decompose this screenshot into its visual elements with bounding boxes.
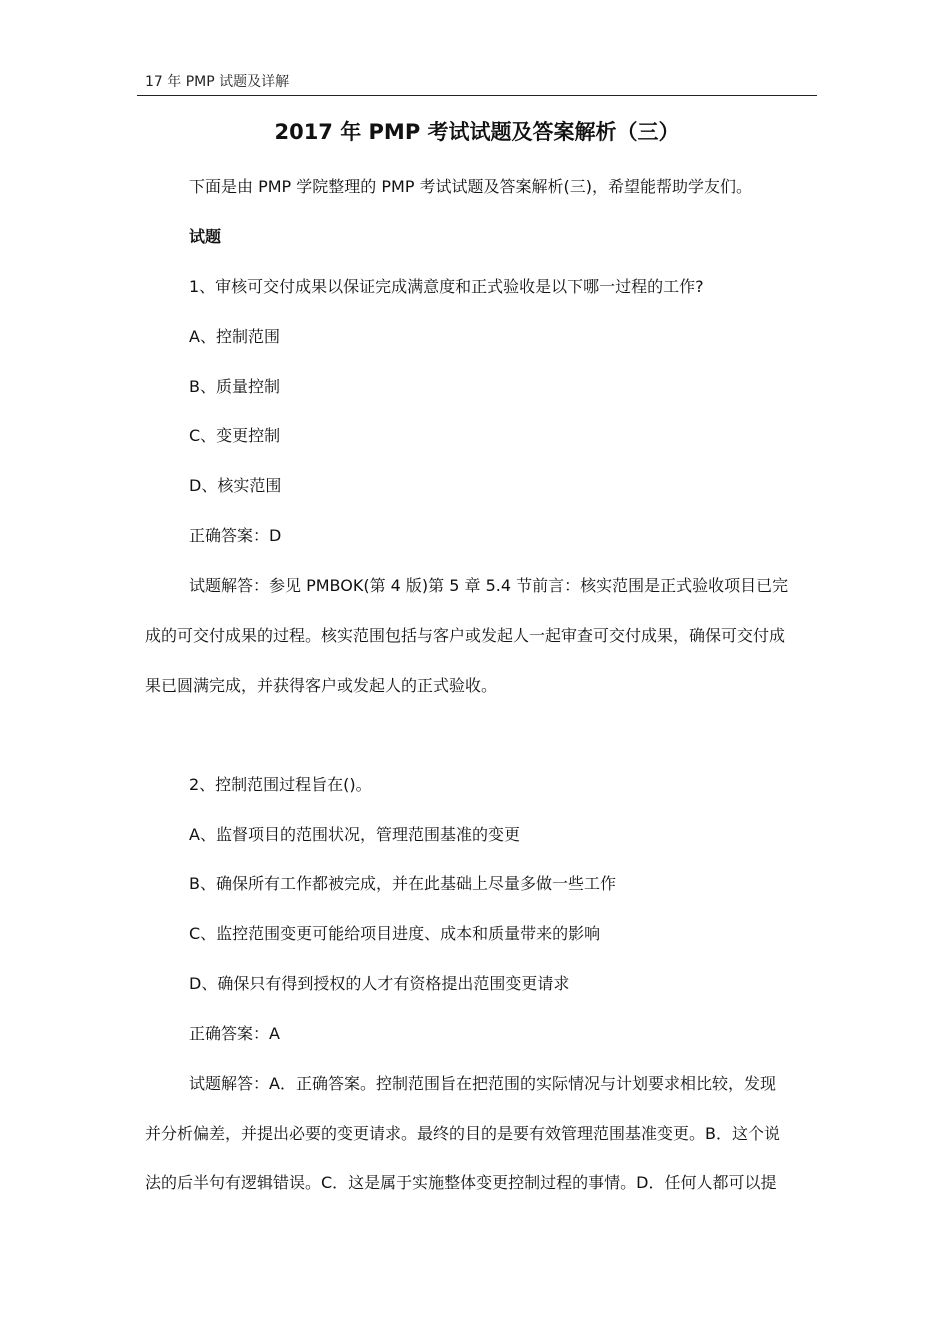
option-d: D、确保只有得到授权的人才有资格提出范围变更请求: [189, 974, 570, 993]
question-text: 1、审核可交付成果以保证完成满意度和正式验收是以下哪一过程的工作?: [189, 277, 704, 296]
header-divider: [137, 95, 817, 96]
option-c: C、变更控制: [189, 426, 281, 445]
option-b: B、确保所有工作都被完成，并在此基础上尽量多做一些工作: [189, 874, 616, 893]
question-text: 2、控制范围过程旨在()。: [189, 775, 372, 794]
intro-paragraph: 下面是由 PMP 学院整理的 PMP 考试试题及答案解析(三)，希望能帮助学友们。: [189, 177, 753, 196]
explanation-line-1: 试题解答：A．正确答案。控制范围旨在把范围的实际情况与计划要求相比较，发现: [189, 1074, 776, 1093]
explanation-line-2: 并分析偏差，并提出必要的变更请求。最终的目的是要有效管理范围基准变更。B．这个说: [145, 1124, 780, 1143]
correct-answer: 正确答案：D: [189, 526, 282, 545]
option-d: D、核实范围: [189, 476, 282, 495]
explanation-line-3: 法的后半句有逻辑错误。C．这是属于实施整体变更控制过程的事情。D．任何人都可以提: [145, 1173, 777, 1192]
section-heading: 试题: [189, 227, 222, 246]
explanation-line-1: 试题解答：参见 PMBOK(第 4 版)第 5 章 5.4 节前言：核实范围是正式验收项目已完: [189, 576, 789, 595]
page-title: 2017 年 PMP 考试试题及答案解析（三）: [274, 120, 680, 144]
correct-answer: 正确答案：A: [189, 1024, 280, 1043]
running-header: 17 年 PMP 试题及详解: [145, 74, 290, 90]
option-a: A、控制范围: [189, 327, 280, 346]
option-a: A、监督项目的范围状况，管理范围基准的变更: [189, 825, 520, 844]
option-b: B、质量控制: [189, 377, 280, 396]
option-c: C、监控范围变更可能给项目进度、成本和质量带来的影响: [189, 924, 601, 943]
explanation-line-2: 成的可交付成果的过程。核实范围包括与客户或发起人一起审查可交付成果，确保可交付成: [145, 626, 786, 645]
explanation-line-3: 果已圆满完成，并获得客户或发起人的正式验收。: [145, 676, 498, 695]
